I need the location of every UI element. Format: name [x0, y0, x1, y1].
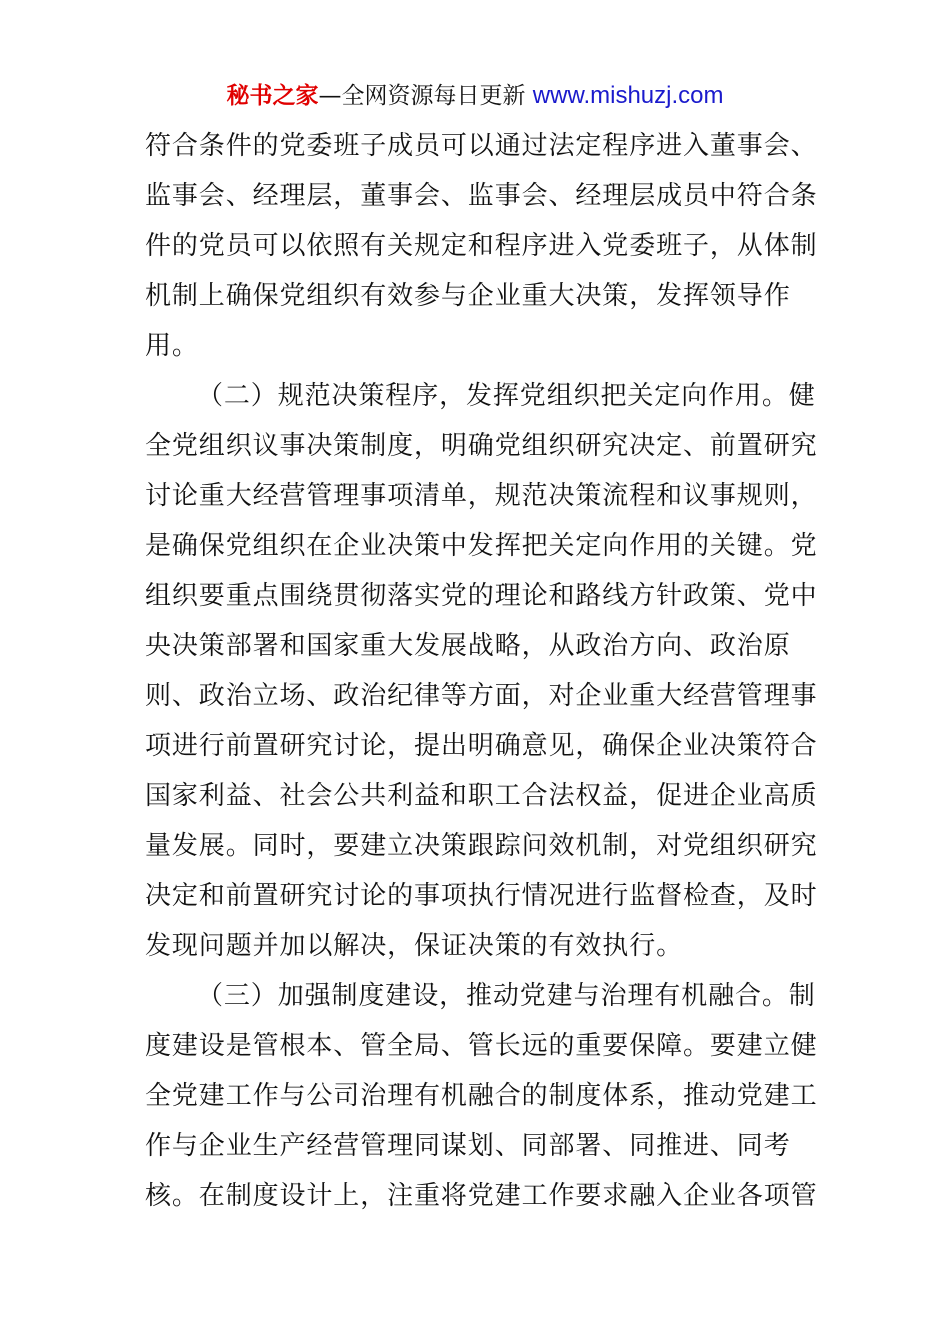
text-line: 监事会、经理层，董事会、监事会、经理层成员中符合条	[145, 181, 818, 211]
text-line: 核。在制度设计上，注重将党建工作要求融入企业各项管	[145, 1181, 818, 1211]
section-heading-line: （三）加强制度建设，推动党建与治理有机融合。制	[197, 981, 816, 1011]
text-line: 机制上确保党组织有效参与企业重大决策，发挥领导作	[145, 281, 791, 311]
text-line: 国家利益、社会公共利益和职工合法权益，促进企业高质	[145, 781, 818, 811]
text-line: 用。	[145, 331, 199, 361]
text-line: 件的党员可以依照有关规定和程序进入党委班子，从体制	[145, 231, 818, 261]
text-line: 符合条件的党委班子成员可以通过法定程序进入董事会、	[145, 131, 818, 161]
text-line: 组织要重点围绕贯彻落实党的理论和路线方针政策、党中	[145, 581, 818, 611]
site-url-link[interactable]: www.mishuzj.com	[532, 82, 724, 109]
text-line: 讨论重大经营管理事项清单，规范决策流程和议事规则，	[145, 481, 818, 511]
text-line: 量发展。同时，要建立决策跟踪问效机制，对党组织研究	[145, 831, 818, 861]
text-line: 发现问题并加以解决，保证决策的有效执行。	[145, 931, 684, 961]
text-line: 项进行前置研究讨论，提出明确意见，确保企业决策符合	[145, 731, 818, 761]
section-heading-line: （二）规范决策程序，发挥党组织把关定向作用。健	[197, 381, 816, 411]
text-line: 作与企业生产经营管理同谋划、同部署、同推进、同考	[145, 1131, 791, 1161]
text-line: 是确保党组织在企业决策中发挥把关定向作用的关键。党	[145, 531, 818, 561]
site-brand: 秘书之家	[226, 83, 319, 109]
text-line: 则、政治立场、政治纪律等方面，对企业重大经营管理事	[145, 681, 818, 711]
text-line: 决定和前置研究讨论的事项执行情况进行监督检查，及时	[145, 881, 818, 911]
text-line: 全党组织议事决策制度，明确党组织研究决定、前置研究	[145, 431, 818, 461]
text-line: 全党建工作与公司治理有机融合的制度体系，推动党建工	[145, 1081, 818, 1111]
site-tagline: —全网资源每日更新	[318, 83, 526, 109]
text-line: 央决策部署和国家重大发展战略，从政治方向、政治原	[145, 631, 791, 661]
text-line: 度建设是管根本、管全局、管长远的重要保障。要建立健	[145, 1031, 818, 1061]
site-header	[0, 80, 950, 112]
